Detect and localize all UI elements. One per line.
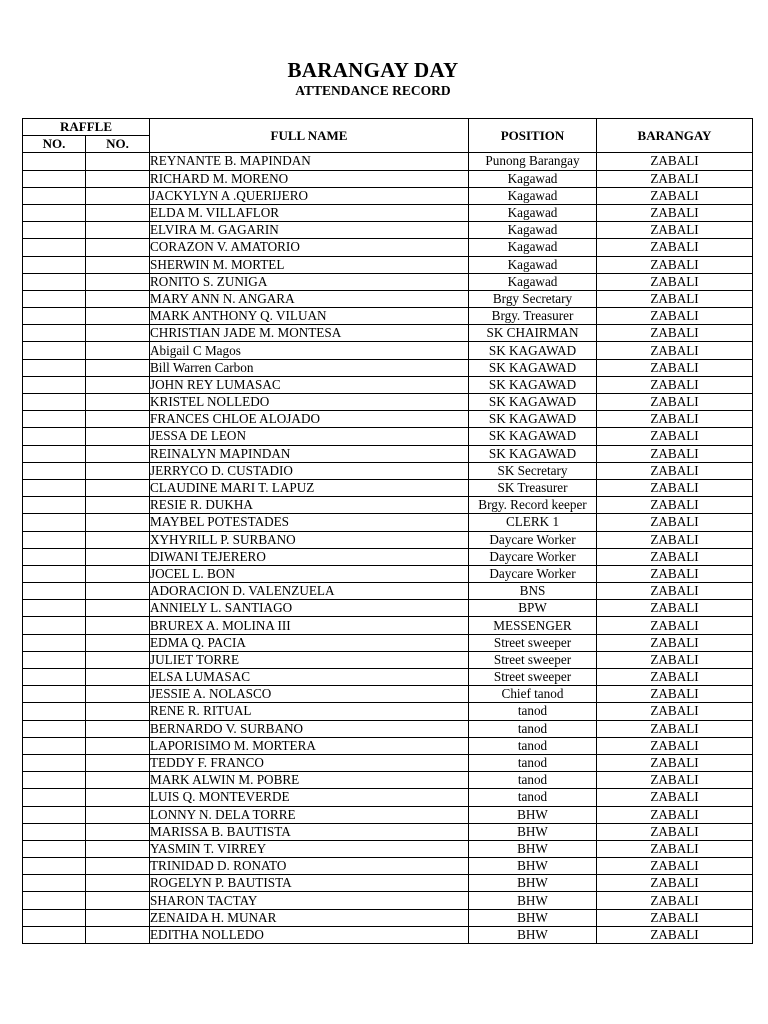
full-name-cell: EDITHA NOLLEDO xyxy=(150,926,469,943)
barangay-cell: ZABALI xyxy=(597,806,753,823)
table-row xyxy=(23,497,753,514)
full-name-cell: JACKYLYN A .QUERIJERO xyxy=(150,187,469,204)
raffle-no-cell-2 xyxy=(86,669,150,686)
raffle-no-cell-1 xyxy=(23,703,86,720)
raffle-no-header-1: NO. xyxy=(23,136,86,153)
table-row xyxy=(23,720,753,737)
position-cell: Chief tanod xyxy=(469,686,597,703)
barangay-header: BARANGAY xyxy=(597,119,753,153)
position-cell: Kagawad xyxy=(469,222,597,239)
raffle-no-cell-2 xyxy=(86,445,150,462)
raffle-no-cell-1 xyxy=(23,686,86,703)
barangay-cell: ZABALI xyxy=(597,256,753,273)
position-cell: SK Treasurer xyxy=(469,479,597,496)
raffle-no-cell-1 xyxy=(23,737,86,754)
page-title: BARANGAY DAY xyxy=(287,58,459,82)
raffle-no-cell-2 xyxy=(86,909,150,926)
raffle-no-cell-2 xyxy=(86,222,150,239)
barangay-cell: ZABALI xyxy=(597,170,753,187)
position-cell: tanod xyxy=(469,772,597,789)
raffle-no-cell-1 xyxy=(23,772,86,789)
barangay-cell: ZABALI xyxy=(597,359,753,376)
full-name-header: FULL NAME xyxy=(150,119,469,153)
barangay-cell: ZABALI xyxy=(597,823,753,840)
table-row xyxy=(23,239,753,256)
full-name-cell: FRANCES CHLOE ALOJADO xyxy=(150,411,469,428)
raffle-no-cell-1 xyxy=(23,634,86,651)
barangay-cell: ZABALI xyxy=(597,703,753,720)
barangay-cell: ZABALI xyxy=(597,789,753,806)
position-cell: BHW xyxy=(469,926,597,943)
table-row xyxy=(23,686,753,703)
raffle-no-cell-2 xyxy=(86,600,150,617)
table-row xyxy=(23,204,753,221)
barangay-cell: ZABALI xyxy=(597,222,753,239)
table-row xyxy=(23,789,753,806)
table-row xyxy=(23,187,753,204)
position-cell: Kagawad xyxy=(469,204,597,221)
raffle-no-cell-1 xyxy=(23,204,86,221)
position-cell: MESSENGER xyxy=(469,617,597,634)
barangay-cell: ZABALI xyxy=(597,445,753,462)
table-row xyxy=(23,273,753,290)
raffle-no-cell-1 xyxy=(23,514,86,531)
raffle-no-cell-1 xyxy=(23,548,86,565)
full-name-cell: LAPORISIMO M. MORTERA xyxy=(150,737,469,754)
barangay-cell: ZABALI xyxy=(597,600,753,617)
full-name-cell: SHERWIN M. MORTEL xyxy=(150,256,469,273)
position-cell: Street sweeper xyxy=(469,634,597,651)
raffle-no-cell-2 xyxy=(86,634,150,651)
position-cell: Brgy. Record keeper xyxy=(469,497,597,514)
full-name-cell: JESSA DE LEON xyxy=(150,428,469,445)
raffle-no-cell-1 xyxy=(23,325,86,342)
table-row xyxy=(23,462,753,479)
raffle-no-header-2: NO. xyxy=(86,136,150,153)
raffle-no-cell-2 xyxy=(86,153,150,170)
barangay-cell: ZABALI xyxy=(597,479,753,496)
barangay-cell: ZABALI xyxy=(597,840,753,857)
raffle-no-cell-1 xyxy=(23,600,86,617)
position-cell: tanod xyxy=(469,720,597,737)
full-name-cell: REINALYN MAPINDAN xyxy=(150,445,469,462)
position-cell: SK KAGAWAD xyxy=(469,445,597,462)
table-row xyxy=(23,170,753,187)
raffle-no-cell-2 xyxy=(86,583,150,600)
raffle-no-cell-2 xyxy=(86,479,150,496)
raffle-no-cell-1 xyxy=(23,359,86,376)
raffle-no-cell-2 xyxy=(86,875,150,892)
attendance-table-header xyxy=(23,119,753,153)
position-cell: Daycare Worker xyxy=(469,565,597,582)
raffle-no-cell-2 xyxy=(86,686,150,703)
table-row xyxy=(23,806,753,823)
raffle-no-cell-1 xyxy=(23,617,86,634)
raffle-no-cell-1 xyxy=(23,256,86,273)
barangay-cell: ZABALI xyxy=(597,720,753,737)
barangay-cell: ZABALI xyxy=(597,514,753,531)
raffle-no-cell-1 xyxy=(23,789,86,806)
table-row xyxy=(23,617,753,634)
position-cell: tanod xyxy=(469,754,597,771)
raffle-no-cell-1 xyxy=(23,669,86,686)
barangay-cell: ZABALI xyxy=(597,875,753,892)
raffle-no-cell-1 xyxy=(23,754,86,771)
table-row xyxy=(23,256,753,273)
barangay-cell: ZABALI xyxy=(597,462,753,479)
position-cell: SK KAGAWAD xyxy=(469,428,597,445)
raffle-no-cell-1 xyxy=(23,497,86,514)
table-row xyxy=(23,600,753,617)
table-row xyxy=(23,772,753,789)
barangay-cell: ZABALI xyxy=(597,565,753,582)
position-cell: Street sweeper xyxy=(469,669,597,686)
raffle-no-cell-2 xyxy=(86,823,150,840)
table-row xyxy=(23,376,753,393)
raffle-no-cell-1 xyxy=(23,394,86,411)
raffle-no-cell-2 xyxy=(86,170,150,187)
table-row xyxy=(23,290,753,307)
raffle-no-cell-2 xyxy=(86,376,150,393)
raffle-no-cell-1 xyxy=(23,428,86,445)
raffle-no-cell-1 xyxy=(23,651,86,668)
raffle-no-cell-2 xyxy=(86,308,150,325)
raffle-no-cell-1 xyxy=(23,170,86,187)
raffle-no-cell-1 xyxy=(23,806,86,823)
full-name-cell: ZENAIDA H. MUNAR xyxy=(150,909,469,926)
position-cell: BHW xyxy=(469,892,597,909)
raffle-no-cell-2 xyxy=(86,737,150,754)
raffle-no-cell-1 xyxy=(23,926,86,943)
raffle-no-cell-1 xyxy=(23,583,86,600)
raffle-no-cell-1 xyxy=(23,239,86,256)
position-cell: BHW xyxy=(469,823,597,840)
position-cell: Punong Barangay xyxy=(469,153,597,170)
full-name-cell: ELVIRA M. GAGARIN xyxy=(150,222,469,239)
position-cell: BPW xyxy=(469,600,597,617)
barangay-cell: ZABALI xyxy=(597,531,753,548)
barangay-cell: ZABALI xyxy=(597,686,753,703)
position-cell: tanod xyxy=(469,789,597,806)
position-cell: CLERK 1 xyxy=(469,514,597,531)
position-cell: Street sweeper xyxy=(469,651,597,668)
barangay-cell: ZABALI xyxy=(597,394,753,411)
raffle-no-cell-1 xyxy=(23,875,86,892)
position-cell: SK KAGAWAD xyxy=(469,359,597,376)
table-row xyxy=(23,153,753,170)
table-row xyxy=(23,840,753,857)
table-row xyxy=(23,583,753,600)
table-row xyxy=(23,359,753,376)
table-row xyxy=(23,565,753,582)
full-name-cell: MARK ALWIN M. POBRE xyxy=(150,772,469,789)
barangay-cell: ZABALI xyxy=(597,153,753,170)
raffle-no-cell-1 xyxy=(23,308,86,325)
table-row xyxy=(23,445,753,462)
raffle-no-cell-2 xyxy=(86,204,150,221)
position-cell: Kagawad xyxy=(469,256,597,273)
full-name-cell: REYNANTE B. MAPINDAN xyxy=(150,153,469,170)
barangay-cell: ZABALI xyxy=(597,892,753,909)
raffle-no-cell-2 xyxy=(86,514,150,531)
raffle-header: RAFFLE xyxy=(23,119,150,136)
raffle-no-cell-2 xyxy=(86,892,150,909)
position-cell: Kagawad xyxy=(469,239,597,256)
table-row xyxy=(23,669,753,686)
full-name-cell: JULIET TORRE xyxy=(150,651,469,668)
position-cell: BHW xyxy=(469,909,597,926)
raffle-no-cell-1 xyxy=(23,376,86,393)
position-cell: BHW xyxy=(469,840,597,857)
table-row xyxy=(23,892,753,909)
position-cell: SK KAGAWAD xyxy=(469,342,597,359)
position-cell: BHW xyxy=(469,858,597,875)
full-name-cell: ANNIELY L. SANTIAGO xyxy=(150,600,469,617)
raffle-no-cell-2 xyxy=(86,239,150,256)
raffle-no-cell-1 xyxy=(23,342,86,359)
full-name-cell: TRINIDAD D. RONATO xyxy=(150,858,469,875)
full-name-cell: CLAUDINE MARI T. LAPUZ xyxy=(150,479,469,496)
raffle-no-cell-2 xyxy=(86,273,150,290)
raffle-no-cell-2 xyxy=(86,462,150,479)
full-name-cell: ELSA LUMASAC xyxy=(150,669,469,686)
table-row xyxy=(23,394,753,411)
barangay-cell: ZABALI xyxy=(597,634,753,651)
table-row xyxy=(23,514,753,531)
table-row xyxy=(23,737,753,754)
full-name-cell: ROGELYN P. BAUTISTA xyxy=(150,875,469,892)
full-name-cell: RONITO S. ZUNIGA xyxy=(150,273,469,290)
raffle-no-cell-1 xyxy=(23,411,86,428)
raffle-no-cell-2 xyxy=(86,187,150,204)
full-name-cell: BERNARDO V. SURBANO xyxy=(150,720,469,737)
raffle-no-cell-2 xyxy=(86,428,150,445)
table-row xyxy=(23,926,753,943)
attendance-table xyxy=(22,118,753,944)
position-cell: SK KAGAWAD xyxy=(469,411,597,428)
position-cell: Kagawad xyxy=(469,187,597,204)
table-row xyxy=(23,222,753,239)
barangay-cell: ZABALI xyxy=(597,497,753,514)
table-row xyxy=(23,308,753,325)
table-row xyxy=(23,651,753,668)
table-row xyxy=(23,823,753,840)
full-name-cell: KRISTEL NOLLEDO xyxy=(150,394,469,411)
raffle-no-cell-1 xyxy=(23,892,86,909)
raffle-no-cell-2 xyxy=(86,858,150,875)
raffle-no-cell-1 xyxy=(23,840,86,857)
position-cell: Daycare Worker xyxy=(469,548,597,565)
table-row xyxy=(23,479,753,496)
barangay-cell: ZABALI xyxy=(597,325,753,342)
full-name-cell: JERRYCO D. CUSTADIO xyxy=(150,462,469,479)
full-name-cell: Bill Warren Carbon xyxy=(150,359,469,376)
barangay-cell: ZABALI xyxy=(597,583,753,600)
full-name-cell: RESIE R. DUKHA xyxy=(150,497,469,514)
barangay-cell: ZABALI xyxy=(597,342,753,359)
page-subtitle: ATTENDANCE RECORD xyxy=(295,83,451,98)
full-name-cell: TEDDY F. FRANCO xyxy=(150,754,469,771)
table-row xyxy=(23,411,753,428)
barangay-cell: ZABALI xyxy=(597,858,753,875)
table-row xyxy=(23,703,753,720)
position-cell: BNS xyxy=(469,583,597,600)
full-name-cell: RICHARD M. MORENO xyxy=(150,170,469,187)
barangay-cell: ZABALI xyxy=(597,926,753,943)
barangay-cell: ZABALI xyxy=(597,428,753,445)
table-row xyxy=(23,754,753,771)
attendance-table-body xyxy=(23,153,753,944)
position-cell: Brgy Secretary xyxy=(469,290,597,307)
table-row xyxy=(23,634,753,651)
raffle-no-cell-2 xyxy=(86,806,150,823)
full-name-cell: BRUREX A. MOLINA III xyxy=(150,617,469,634)
raffle-no-cell-1 xyxy=(23,479,86,496)
barangay-cell: ZABALI xyxy=(597,376,753,393)
barangay-cell: ZABALI xyxy=(597,239,753,256)
barangay-cell: ZABALI xyxy=(597,651,753,668)
full-name-cell: Abigail C Magos xyxy=(150,342,469,359)
raffle-no-cell-1 xyxy=(23,823,86,840)
position-cell: Daycare Worker xyxy=(469,531,597,548)
full-name-cell: LONNY N. DELA TORRE xyxy=(150,806,469,823)
full-name-cell: CORAZON V. AMATORIO xyxy=(150,239,469,256)
table-row xyxy=(23,909,753,926)
raffle-no-cell-2 xyxy=(86,754,150,771)
raffle-no-cell-2 xyxy=(86,565,150,582)
raffle-no-cell-1 xyxy=(23,273,86,290)
position-cell: tanod xyxy=(469,737,597,754)
full-name-cell: DIWANI TEJERERO xyxy=(150,548,469,565)
position-cell: SK Secretary xyxy=(469,462,597,479)
barangay-cell: ZABALI xyxy=(597,909,753,926)
full-name-cell: JOCEL L. BON xyxy=(150,565,469,582)
raffle-no-cell-1 xyxy=(23,462,86,479)
table-row xyxy=(23,342,753,359)
position-cell: Kagawad xyxy=(469,273,597,290)
raffle-no-cell-1 xyxy=(23,858,86,875)
raffle-no-cell-2 xyxy=(86,720,150,737)
raffle-no-cell-2 xyxy=(86,651,150,668)
full-name-cell: MAYBEL POTESTADES xyxy=(150,514,469,531)
raffle-no-cell-2 xyxy=(86,290,150,307)
full-name-cell: MARISSA B. BAUTISTA xyxy=(150,823,469,840)
raffle-no-cell-1 xyxy=(23,909,86,926)
barangay-cell: ZABALI xyxy=(597,187,753,204)
raffle-no-cell-1 xyxy=(23,187,86,204)
raffle-no-cell-2 xyxy=(86,789,150,806)
raffle-no-cell-2 xyxy=(86,548,150,565)
full-name-cell: MARK ANTHONY Q. VILUAN xyxy=(150,308,469,325)
full-name-cell: JOHN REY LUMASAC xyxy=(150,376,469,393)
raffle-no-cell-2 xyxy=(86,342,150,359)
barangay-cell: ZABALI xyxy=(597,754,753,771)
full-name-cell: ADORACION D. VALENZUELA xyxy=(150,583,469,600)
raffle-no-cell-1 xyxy=(23,222,86,239)
full-name-cell: MARY ANN N. ANGARA xyxy=(150,290,469,307)
raffle-no-cell-1 xyxy=(23,531,86,548)
raffle-no-cell-1 xyxy=(23,290,86,307)
full-name-cell: CHRISTIAN JADE M. MONTESA xyxy=(150,325,469,342)
position-cell: BHW xyxy=(469,806,597,823)
raffle-no-cell-2 xyxy=(86,497,150,514)
raffle-no-cell-2 xyxy=(86,926,150,943)
barangay-cell: ZABALI xyxy=(597,273,753,290)
position-cell: Brgy. Treasurer xyxy=(469,308,597,325)
full-name-cell: XYHYRILL P. SURBANO xyxy=(150,531,469,548)
barangay-cell: ZABALI xyxy=(597,308,753,325)
position-header: POSITION xyxy=(469,119,597,153)
barangay-cell: ZABALI xyxy=(597,737,753,754)
table-row xyxy=(23,858,753,875)
position-cell: Kagawad xyxy=(469,170,597,187)
raffle-no-cell-2 xyxy=(86,325,150,342)
full-name-cell: YASMIN T. VIRREY xyxy=(150,840,469,857)
raffle-no-cell-2 xyxy=(86,772,150,789)
full-name-cell: LUIS Q. MONTEVERDE xyxy=(150,789,469,806)
raffle-no-cell-2 xyxy=(86,359,150,376)
full-name-cell: SHARON TACTAY xyxy=(150,892,469,909)
raffle-no-cell-2 xyxy=(86,531,150,548)
barangay-cell: ZABALI xyxy=(597,617,753,634)
raffle-no-cell-2 xyxy=(86,411,150,428)
raffle-no-cell-2 xyxy=(86,840,150,857)
raffle-no-cell-1 xyxy=(23,720,86,737)
barangay-cell: ZABALI xyxy=(597,204,753,221)
position-cell: BHW xyxy=(469,875,597,892)
full-name-cell: RENE R. RITUAL xyxy=(150,703,469,720)
barangay-cell: ZABALI xyxy=(597,669,753,686)
full-name-cell: ELDA M. VILLAFLOR xyxy=(150,204,469,221)
table-row xyxy=(23,548,753,565)
barangay-cell: ZABALI xyxy=(597,772,753,789)
raffle-no-cell-1 xyxy=(23,565,86,582)
raffle-no-cell-2 xyxy=(86,617,150,634)
position-cell: SK KAGAWAD xyxy=(469,394,597,411)
barangay-cell: ZABALI xyxy=(597,290,753,307)
barangay-cell: ZABALI xyxy=(597,411,753,428)
position-cell: SK CHAIRMAN xyxy=(469,325,597,342)
table-row xyxy=(23,531,753,548)
raffle-no-cell-1 xyxy=(23,153,86,170)
barangay-cell: ZABALI xyxy=(597,548,753,565)
full-name-cell: EDMA Q. PACIA xyxy=(150,634,469,651)
raffle-no-cell-1 xyxy=(23,445,86,462)
table-row xyxy=(23,325,753,342)
table-row xyxy=(23,875,753,892)
raffle-no-cell-2 xyxy=(86,394,150,411)
position-cell: SK KAGAWAD xyxy=(469,376,597,393)
raffle-no-cell-2 xyxy=(86,256,150,273)
full-name-cell: JESSIE A. NOLASCO xyxy=(150,686,469,703)
table-row xyxy=(23,428,753,445)
position-cell: tanod xyxy=(469,703,597,720)
raffle-no-cell-2 xyxy=(86,703,150,720)
